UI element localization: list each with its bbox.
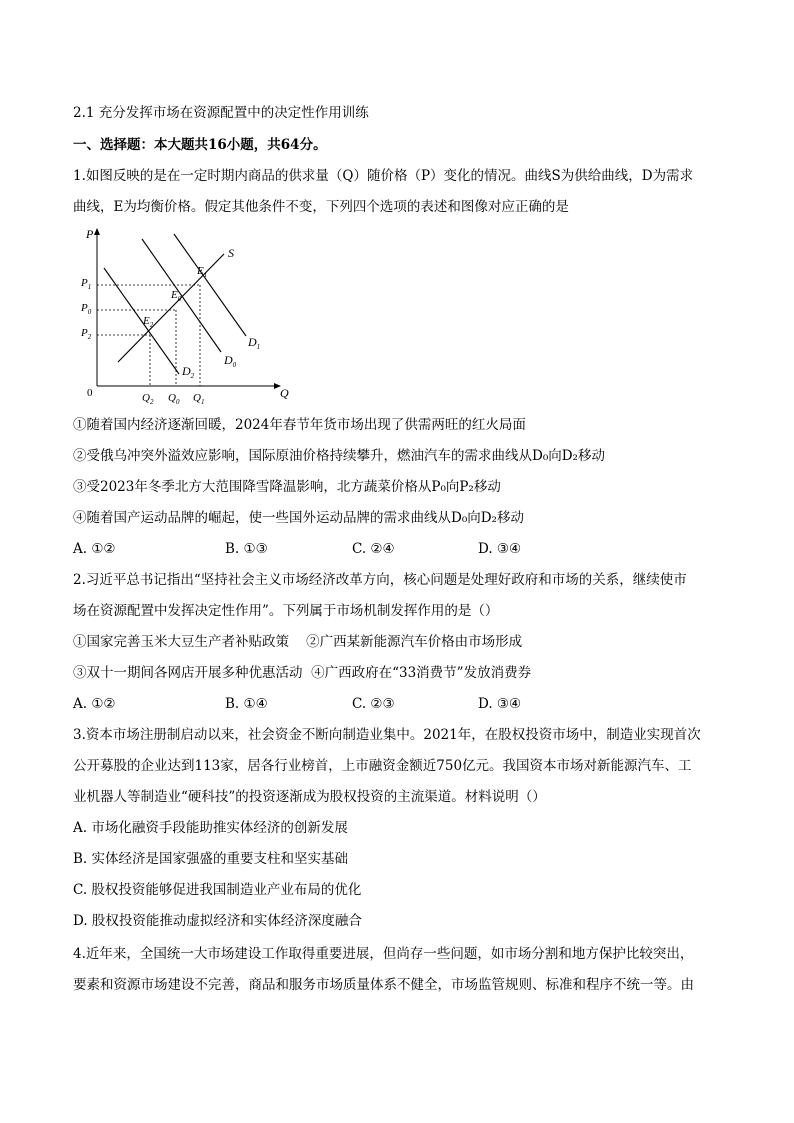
demand-curve-d0 bbox=[142, 239, 221, 352]
q2-option-c[interactable]: C. ②③ bbox=[352, 696, 395, 712]
q3-choice-d[interactable]: D. 股权投资能推动虚拟经济和实体经济深度融合 bbox=[73, 913, 362, 929]
q1-statement-1: ①随着国内经济逐渐回暖，2024年春节年货市场出现了供需两旺的红火局面 bbox=[73, 417, 526, 433]
q1-statement-3: ③受2023年冬季北方大范围降雪降温影响，北方蔬菜价格从P₀向P₂移动 bbox=[73, 479, 501, 495]
quantity-label-q1: $Q_1$ bbox=[193, 392, 205, 406]
q4-stem-line-1: 4.近年来，全国统一大市场建设工作取得重要进展，但尚存一些问题，如市场分割和地方保护比较突出， bbox=[73, 946, 694, 962]
q3-stem-line-2: 公开募股的企业达到113家，居各行业榜首，上市融资金额近750亿元。我国资本市场对新能源汽车、工 bbox=[73, 758, 692, 774]
demand-label-d0: $D_0$ bbox=[224, 353, 237, 369]
eq-label-e1: $E_1$ bbox=[197, 265, 208, 279]
supply-label: S bbox=[228, 246, 234, 260]
supply-demand-figure bbox=[76, 224, 296, 410]
supply-curve bbox=[118, 254, 224, 362]
demand-label-d2: $D_2$ bbox=[182, 364, 195, 380]
price-label-p1: $P_1$ bbox=[81, 277, 92, 291]
q2-option-a[interactable]: A. ①② bbox=[73, 696, 116, 712]
q2-option-b[interactable]: B. ①④ bbox=[225, 696, 268, 712]
q3-stem-line-1: 3.资本市场注册制启动以来，社会资金不断向制造业集中。2021年，在股权投资市场中，制造业实现首次 bbox=[73, 727, 701, 743]
q3-choice-a[interactable]: A. 市场化融资手段能助推实体经济的创新发展 bbox=[73, 820, 348, 836]
q1-statement-2: ②受俄乌冲突外溢效应影响，国际原油价格持续攀升，燃油汽车的需求曲线从D₀向D₂移动 bbox=[73, 448, 605, 464]
q3-choice-c[interactable]: C. 股权投资能够促进我国制造业产业布局的优化 bbox=[73, 882, 362, 898]
section-heading: 一、选择题：本大题共16小题，共64分。 bbox=[73, 137, 327, 153]
q2-stem-line-1: 2.习近平总书记指出“坚持社会主义市场经济改革方向，核心问题是处理好政府和市场的关系，继续使市 bbox=[73, 572, 687, 588]
q3-choice-b[interactable]: B. 实体经济是国家强盛的重要支柱和坚实基础 bbox=[73, 851, 349, 867]
quantity-label-q0: $Q_0$ bbox=[168, 392, 180, 406]
q4-stem-line-2: 要素和资源市场建设不完善，商品和服务市场质量体系不健全，市场监管规则、标准和程序不统一等。由 bbox=[73, 977, 694, 993]
q2-options bbox=[73, 694, 723, 714]
demand-label-d1: $D_1$ bbox=[248, 335, 261, 351]
quantity-label-q2: $Q_2$ bbox=[142, 392, 154, 406]
q1-option-a[interactable]: A. ①② bbox=[73, 541, 116, 557]
demand-curve-d1 bbox=[174, 234, 246, 336]
q2-stem-line-2: 场在资源配置中发挥决定性作用”。下列属于市场机制发挥作用的是（） bbox=[73, 603, 499, 619]
x-axis-label: Q bbox=[280, 386, 289, 400]
q1-stem-line-2: 曲线，E为均衡价格。假定其他条件不变，下列四个选项的表述和图像对应正确的是 bbox=[73, 199, 569, 215]
price-label-p0: $P_0$ bbox=[81, 302, 92, 316]
origin-label: 0 bbox=[87, 387, 93, 399]
demand-curve-d2 bbox=[104, 268, 179, 374]
q1-stem-line-1: 1.如图反映的是在一定时期内商品的供求量（Q）随价格（P）变化的情况。曲线S为供给曲线，D为需求 bbox=[73, 168, 694, 184]
q3-stem-line-3: 业机器人等制造业“硬科技”的投资逐渐成为股权投资的主流渠道。材料说明（） bbox=[73, 789, 546, 805]
q1-option-d[interactable]: D. ③④ bbox=[478, 541, 522, 557]
y-axis-arrow bbox=[94, 228, 100, 235]
q2-option-d[interactable]: D. ③④ bbox=[478, 696, 522, 712]
y-axis-label: P bbox=[86, 227, 94, 241]
price-label-p2: $P_2$ bbox=[81, 327, 92, 341]
document-title: 2.1 充分发挥市场在资源配置中的决定性作用训练 bbox=[73, 105, 369, 121]
q1-option-c[interactable]: C. ②④ bbox=[352, 541, 395, 557]
q1-option-b[interactable]: B. ①③ bbox=[225, 541, 268, 557]
q1-statement-4: ④随着国产运动品牌的崛起，使一些国外运动品牌的需求曲线从D₀向D₂移动 bbox=[73, 510, 524, 526]
q1-options bbox=[73, 539, 723, 559]
q2-statements-line-1: ①国家完善玉米大豆生产者补贴政策 ②广西某新能源汽车价格由市场形成 bbox=[73, 634, 523, 650]
eq-label-e2: $E_2$ bbox=[143, 315, 154, 329]
q2-statements-line-2: ③双十一期间各网店开展多种优惠活动 ④广西政府在“33消费节”发放消费券 bbox=[73, 665, 532, 681]
eq-label-e0: $E_0$ bbox=[171, 289, 182, 303]
